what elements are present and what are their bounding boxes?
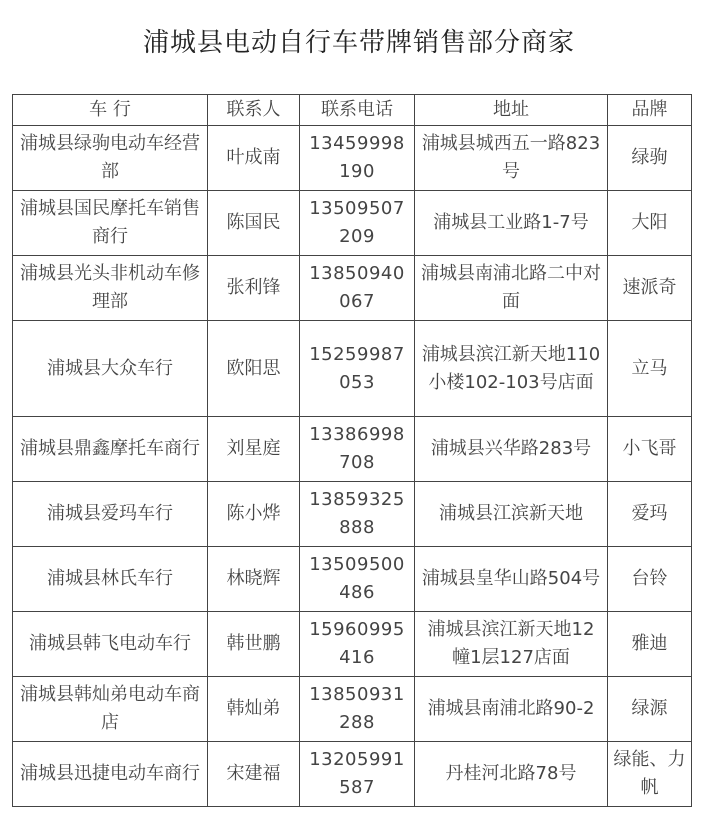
- cell-brand: 绿源: [608, 677, 692, 742]
- cell-contact: 刘星庭: [208, 417, 300, 482]
- cell-address: 浦城县工业路1-7号: [415, 191, 608, 256]
- cell-contact: 张利锋: [208, 256, 300, 321]
- cell-shop: 浦城县国民摩托车销售商行: [13, 191, 208, 256]
- cell-shop: 浦城县鼎鑫摩托车商行: [13, 417, 208, 482]
- cell-shop: 浦城县绿驹电动车经营部: [13, 126, 208, 191]
- header-shop: 车 行: [13, 95, 208, 126]
- cell-address: 浦城县南浦北路二中对面: [415, 256, 608, 321]
- table-row: [13, 677, 692, 742]
- table-row: [13, 191, 692, 256]
- cell-phone: 13859325888: [300, 482, 415, 547]
- cell-shop: 浦城县爱玛车行: [13, 482, 208, 547]
- cell-phone: 13205991587: [300, 742, 415, 807]
- cell-brand: 爱玛: [608, 482, 692, 547]
- cell-address: 浦城县南浦北路90-2: [415, 677, 608, 742]
- cell-phone: 13509500486: [300, 547, 415, 612]
- cell-shop: 浦城县光头非机动车修理部: [13, 256, 208, 321]
- cell-contact: 陈小烨: [208, 482, 300, 547]
- cell-shop: 浦城县林氏车行: [13, 547, 208, 612]
- cell-brand: 雅迪: [608, 612, 692, 677]
- cell-phone: 13459998190: [300, 126, 415, 191]
- cell-brand: 台铃: [608, 547, 692, 612]
- cell-shop: 浦城县迅捷电动车商行: [13, 742, 208, 807]
- cell-address: 浦城县江滨新天地: [415, 482, 608, 547]
- cell-phone: 15960995416: [300, 612, 415, 677]
- cell-address: 丹桂河北路78号: [415, 742, 608, 807]
- cell-contact: 欧阳思: [208, 321, 300, 417]
- cell-shop: 浦城县韩飞电动车行: [13, 612, 208, 677]
- header-contact: 联系人: [208, 95, 300, 126]
- cell-contact: 韩世鹏: [208, 612, 300, 677]
- table-row: [13, 742, 692, 807]
- cell-contact: 韩灿弟: [208, 677, 300, 742]
- header-address: 地址: [415, 95, 608, 126]
- header-phone: 联系电话: [300, 95, 415, 126]
- dealer-table: [12, 94, 692, 807]
- table-row: [13, 482, 692, 547]
- header-brand: 品牌: [608, 95, 692, 126]
- table-row: [13, 126, 692, 191]
- cell-brand: 大阳: [608, 191, 692, 256]
- cell-shop: 浦城县韩灿弟电动车商店: [13, 677, 208, 742]
- cell-address: 浦城县城西五一路823号: [415, 126, 608, 191]
- table-row: [13, 321, 692, 417]
- table-header-row: [13, 95, 692, 126]
- cell-brand: 绿能、力帆: [608, 742, 692, 807]
- cell-brand: 速派奇: [608, 256, 692, 321]
- cell-address: 浦城县滨江新天地12幢1层127店面: [415, 612, 608, 677]
- table-row: [13, 612, 692, 677]
- table-row: [13, 256, 692, 321]
- cell-phone: 13509507209: [300, 191, 415, 256]
- cell-contact: 叶成南: [208, 126, 300, 191]
- table-row: [13, 547, 692, 612]
- cell-phone: 13850940067: [300, 256, 415, 321]
- cell-phone: 13850931288: [300, 677, 415, 742]
- page-title: 浦城县电动自行车带牌销售部分商家: [142, 28, 575, 58]
- cell-address: 浦城县兴华路283号: [415, 417, 608, 482]
- cell-brand: 小飞哥: [608, 417, 692, 482]
- cell-address: 浦城县滨江新天地110小楼102-103号店面: [415, 321, 608, 417]
- cell-brand: 绿驹: [608, 126, 692, 191]
- cell-contact: 宋建福: [208, 742, 300, 807]
- cell-address: 浦城县皇华山路504号: [415, 547, 608, 612]
- cell-brand: 立马: [608, 321, 692, 417]
- cell-contact: 林晓辉: [208, 547, 300, 612]
- cell-contact: 陈国民: [208, 191, 300, 256]
- cell-phone: 13386998708: [300, 417, 415, 482]
- cell-phone: 15259987053: [300, 321, 415, 417]
- table-row: [13, 417, 692, 482]
- cell-shop: 浦城县大众车行: [13, 321, 208, 417]
